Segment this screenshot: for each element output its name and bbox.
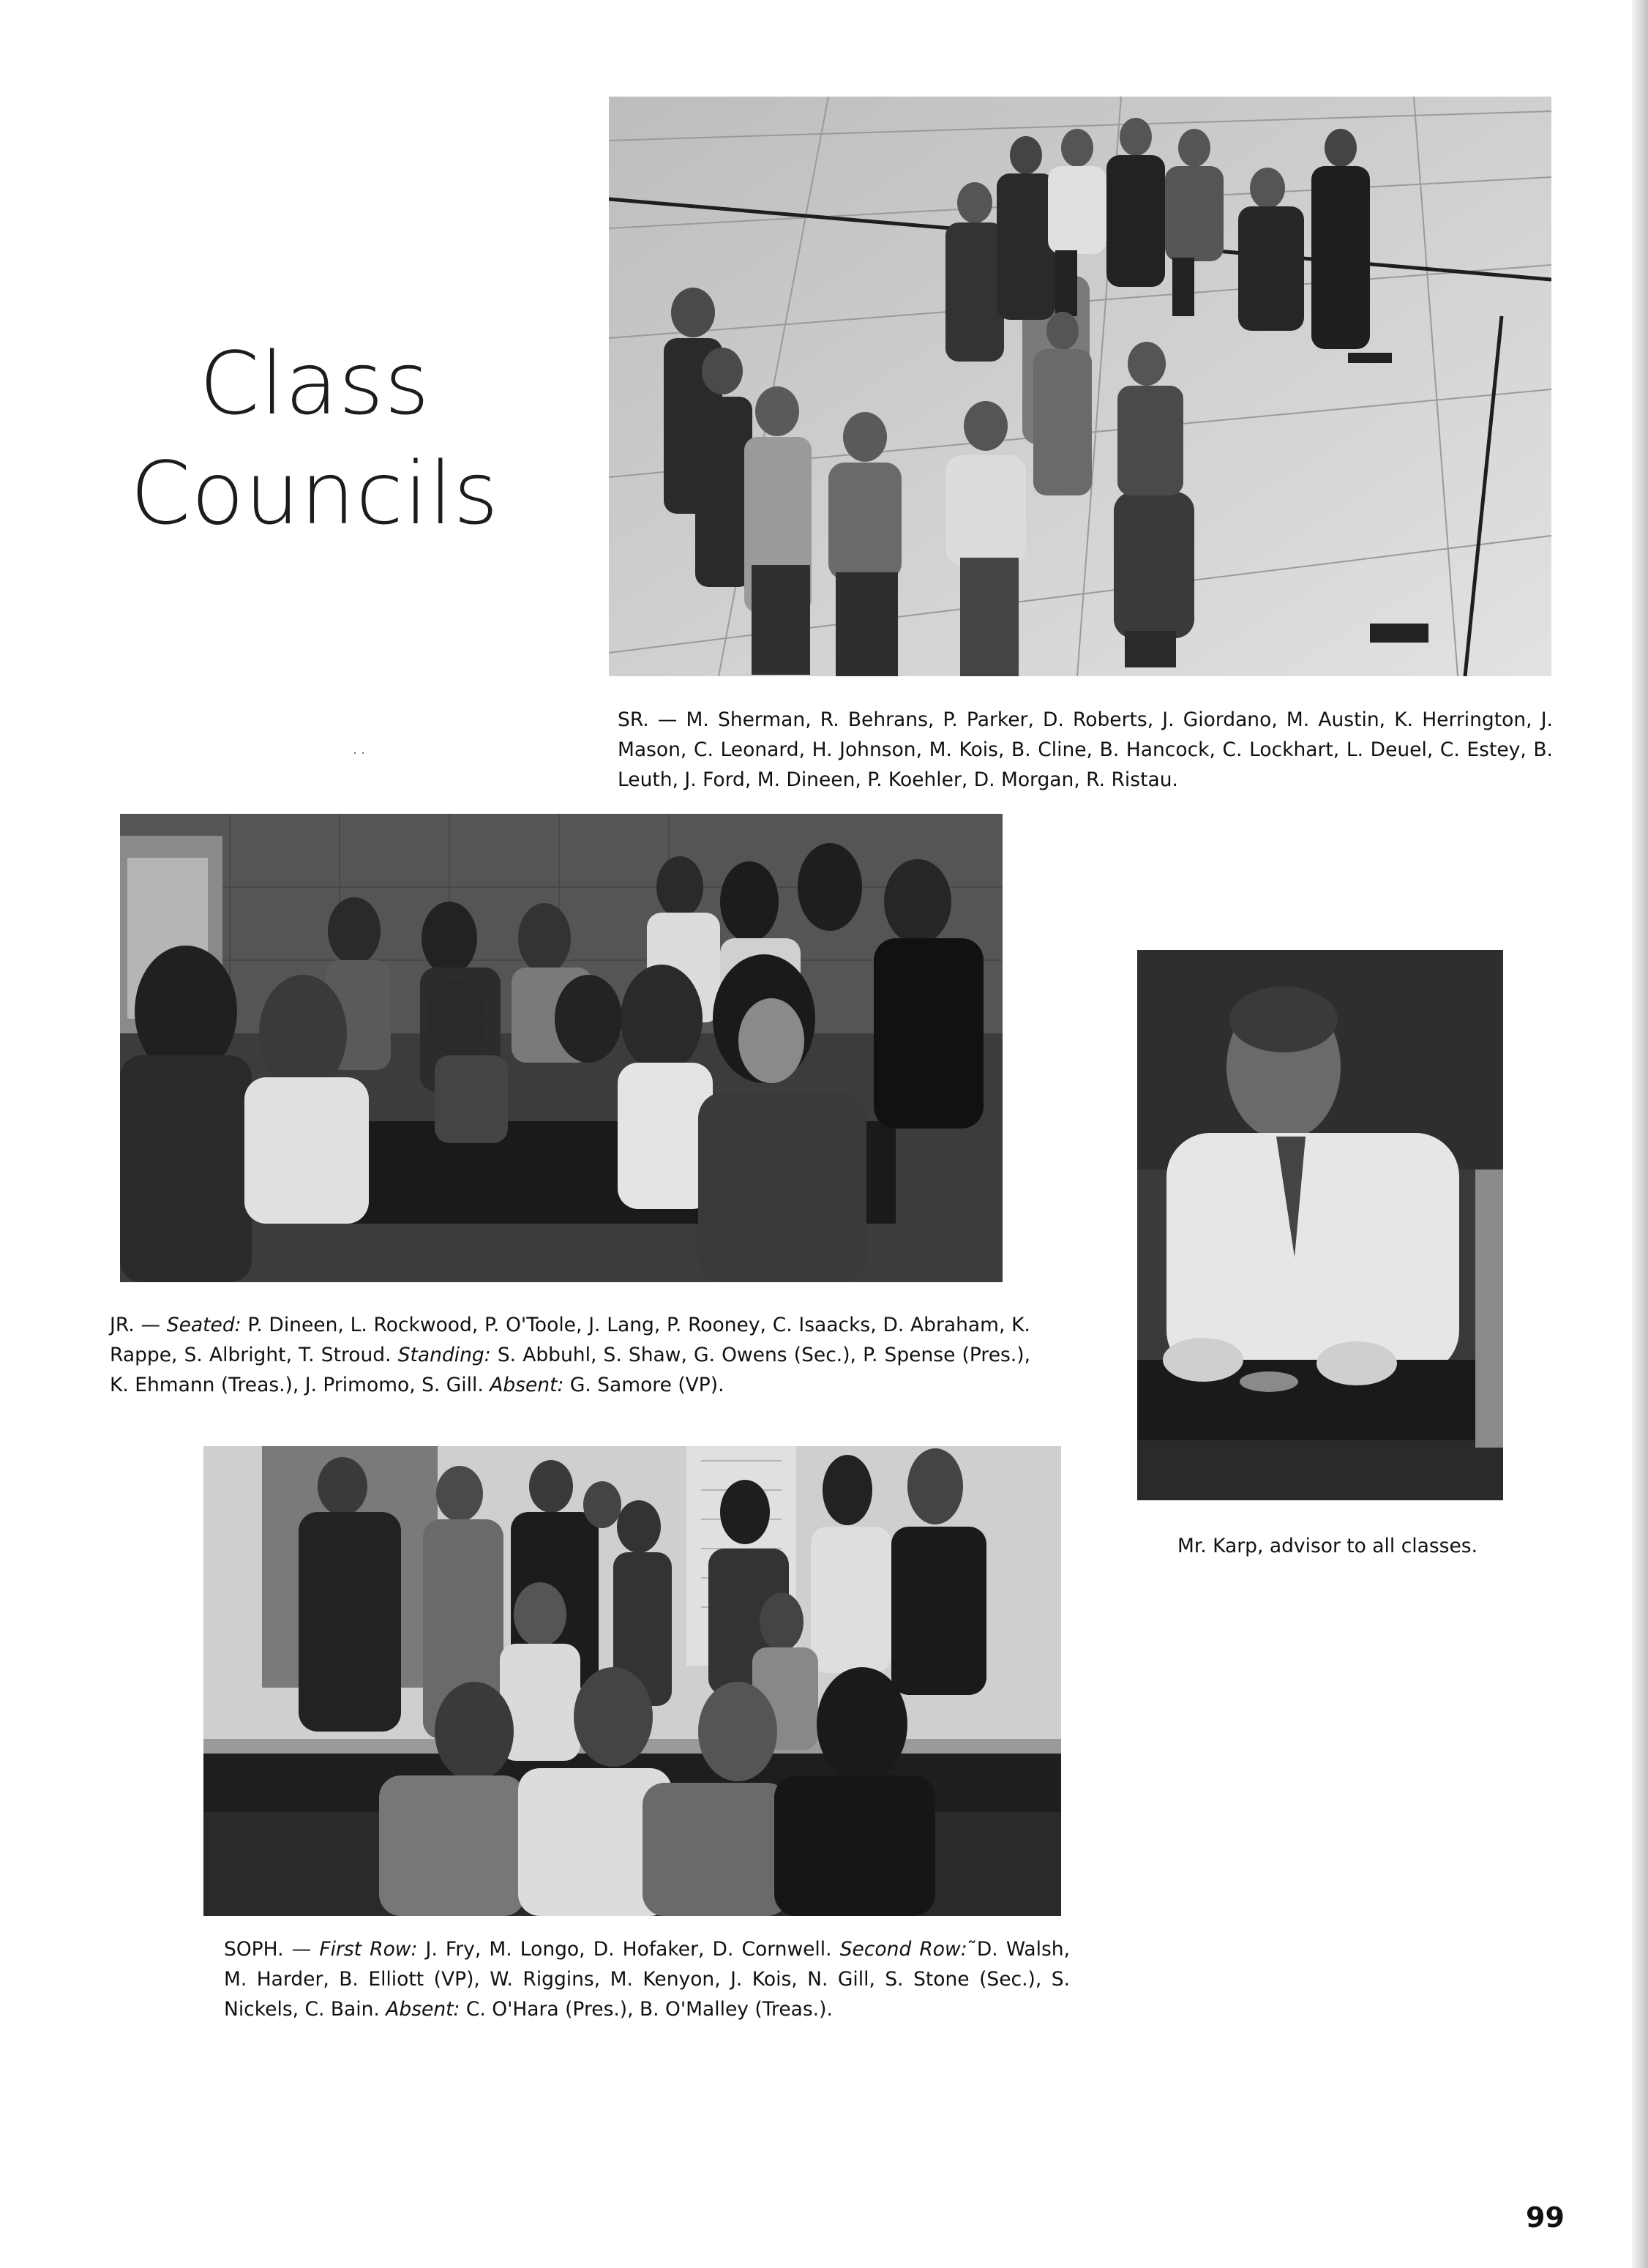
sophomores-absent-label: Absent: [386,1998,460,2021]
advisor-caption [1137,1531,1518,1561]
juniors-seated-names: P. Dineen, L. Rockwood, P. O'Toole, J. Lang, P. Rooney, C. Isaacks, D. Abraham, K. Rappe, S. Albright, T. Stroud. [110,1314,1030,1366]
page-number: 99 [1526,2201,1565,2234]
page-title [117,329,512,548]
sophomores-second-row-label: Second Row: [839,1938,967,1961]
page-title-line2: Councils [130,443,500,544]
juniors-photo-image [120,814,1003,1282]
juniors-seated-label: Seated: [166,1314,241,1336]
seniors-caption [618,705,1553,795]
advisor-portrait-photo [1137,950,1503,1500]
sophomores-caption-lead: SOPH. — [224,1938,320,1961]
juniors-absent-names: G. Samore (VP). [563,1374,724,1396]
juniors-group-photo [120,814,1003,1282]
sophomores-first-row-names: J. Fry, M. Longo, D. Hofaker, D. Cornwell. [417,1938,840,1961]
advisor-photo-image [1137,950,1503,1500]
juniors-caption [110,1310,1030,1400]
page-title-line1: Class [199,333,430,435]
juniors-standing-names: S. Abbuhl, S. Shaw, G. Owens (Sec.), P. Spense (Pres.), K. Ehmann (Treas.), J. Primomo, S. Gill. [110,1344,1031,1396]
seniors-photo-image [609,97,1551,676]
sophomores-second-row-names: ˜D. Walsh, M. Harder, B. Elliott (VP), W. Riggins, M. Kenyon, J. Kois, N. Gill, S. Stone (Sec.), S. Nickels, C. Bain. [224,1938,1070,2021]
print-speck: · · [353,745,365,760]
sophomores-group-photo [203,1446,1061,1916]
sophomores-caption [224,1934,1070,2024]
seniors-caption-text: SR. — M. Sherman, R. Behrans, P. Parker, D. Roberts, J. Giordano, M. Austin, K. Herrington, J. Mason, C. Leonard, H. Johnson, M. Kois, B. Cline, B. Hancock, C. Lockhart, L. Deuel, C. Estey, B. Leuth, J. Ford, M. Dineen, P. Koehler, D. Morgan, R. Ristau. [618,708,1553,791]
seniors-group-photo [609,97,1551,676]
juniors-caption-lead: JR. — [110,1314,167,1336]
juniors-absent-label: Absent: [490,1374,564,1396]
juniors-standing-label: Standing: [397,1344,491,1366]
sophomores-absent-names: C. O'Hara (Pres.), B. O'Malley (Treas.). [460,1998,833,2021]
page-edge-shadow [1632,0,1648,2268]
advisor-caption-text: Mr. Karp, advisor to all classes. [1177,1535,1478,1557]
sophomores-first-row-label: First Row: [319,1938,418,1961]
sophomores-photo-image [203,1446,1061,1916]
